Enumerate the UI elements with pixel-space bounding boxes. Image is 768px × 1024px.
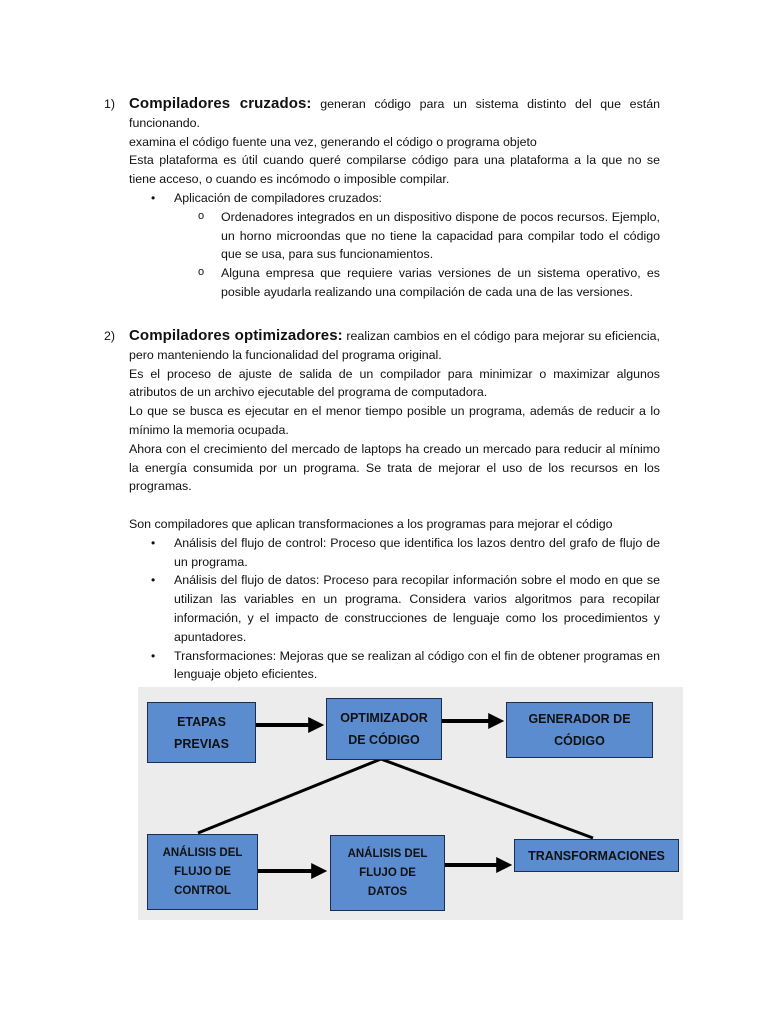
- list-item: • Análisis del flujo de datos: Proceso para recopilar información sobre el modo en que se utilizan las variables en un programa. Considera varios algoritmos para recopilar información, y el impacto de construcciones de lenguaje como los procedimientos y apuntadores.: [129, 571, 660, 646]
- section-number: 1): [104, 97, 116, 111]
- list-item: • Transformaciones: Mejoras que se realizan al código con el fin de obtener programas en lenguaje objeto eficientes.: [129, 647, 660, 685]
- section-intro: [129, 95, 660, 133]
- section-intro-text: generan código para un sistema distinto del que están funcionando.: [129, 97, 660, 130]
- list-item: • Análisis del flujo de control: Proceso que identifica los lazos dentro del grafo de flujo de un programa.: [129, 534, 660, 572]
- bullet-text: Aplicación de compiladores cruzados:: [174, 190, 382, 205]
- list-item: [129, 189, 660, 302]
- list-intro: Son compiladores que aplican transformaciones a los programas para mejorar el código: [129, 516, 613, 531]
- sub-list: [174, 208, 660, 302]
- section-intro: [129, 327, 660, 365]
- optimizer-diagram: [138, 687, 683, 920]
- sub-list-item: o Alguna empresa que requiere varias versiones de un sistema operativo, es posible ayudarla realizando una compilación de cada una de las versiones.: [129, 264, 660, 302]
- section-number: 2): [104, 329, 116, 343]
- paragraph: Ahora con el crecimiento del mercado de laptops ha creado un mercado para reducir al mínimo la energía consumida por un programa. Se trata de mejorar el uso de los recursos en los programas.: [129, 441, 660, 494]
- bullet-list: [129, 189, 660, 302]
- section-intro-text: realizan cambios en el código para mejorar su eficiencia, pero manteniendo la funcionalidad del programa original.: [129, 329, 660, 362]
- branch-line-right: [381, 759, 593, 838]
- branch-line-left: [198, 759, 381, 833]
- bullet-list: [129, 534, 660, 684]
- section-heading: Compiladores cruzados:: [129, 95, 312, 112]
- box-etapas-previas: ETAPAS PREVIAS: [147, 702, 256, 763]
- section-compiladores-cruzados: [104, 95, 660, 302]
- box-transformaciones: TRANSFORMACIONES: [514, 839, 679, 872]
- box-generador-de-codigo: GENERADOR DE CÓDIGO: [506, 702, 653, 758]
- box-analisis-flujo-datos: ANÁLISIS DEL FLUJO DE DATOS: [330, 835, 445, 911]
- paragraph: Es el proceso de ajuste de salida de un compilador para minimizar o maximizar algunos atributos de un archivo ejecutable del programa de computadora.: [129, 366, 660, 400]
- paragraph: Lo que se busca es ejecutar en el menor tiempo posible un programa, además de reducir a lo mínimo la memoria ocupada.: [129, 404, 660, 437]
- section-heading: Compiladores optimizadores:: [129, 327, 343, 344]
- box-analisis-flujo-control: ANÁLISIS DEL FLUJO DE CONTROL: [147, 834, 258, 910]
- sub-list-item: o Ordenadores integrados en un dispositivo dispone de pocos recursos. Ejemplo, un horno microondas que no tiene la capacidad para compilar todo el código que se usa, para sus funcionamientos.: [129, 208, 660, 264]
- paragraph: Esta plataforma es útil cuando queré compilarse código para una plataforma a la que no se tiene acceso, o cuando es incómodo o imposible compilar.: [129, 153, 660, 187]
- paragraph: examina el código fuente una vez, generando el código o programa objeto: [129, 134, 537, 149]
- box-optimizador-de-codigo: OPTIMIZADOR DE CÓDIGO: [326, 698, 442, 760]
- section-compiladores-optimizadores: [104, 327, 660, 684]
